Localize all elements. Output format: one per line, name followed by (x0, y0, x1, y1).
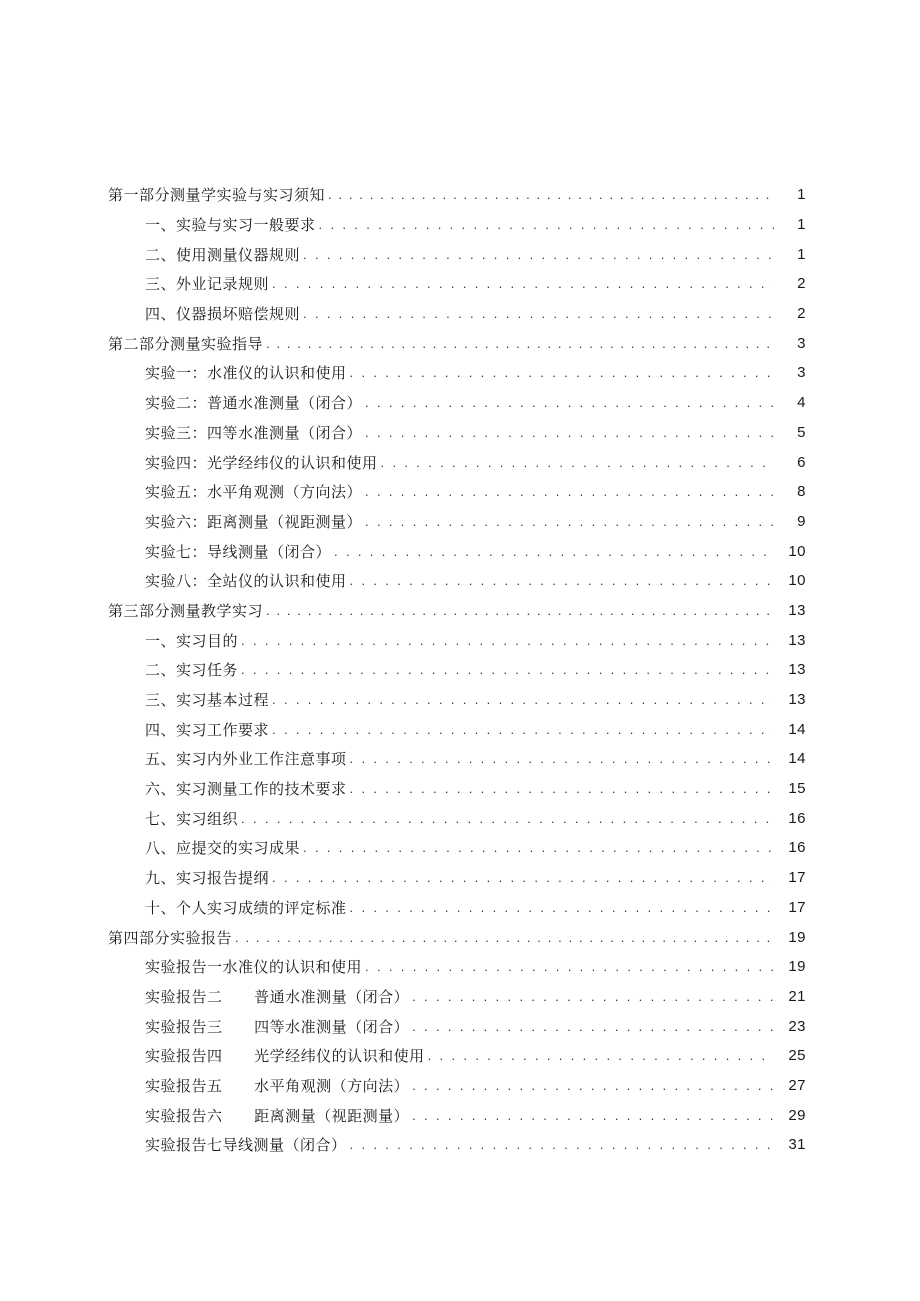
dot-leader (365, 395, 774, 410)
dot-leader (412, 1019, 774, 1034)
toc-entry-title: 九、实习报告提纲 (145, 869, 270, 888)
toc-section-entry[interactable] (0, 1071, 920, 1101)
dot-leader (412, 989, 774, 1004)
dot-leader (272, 870, 774, 885)
table-of-contents (0, 180, 920, 1160)
toc-entry-page-number: 13 (788, 601, 806, 619)
toc-entry-title: 实验报告一水准仪的认识和使用 (145, 958, 363, 977)
toc-entry-page-number: 13 (788, 661, 806, 679)
toc-section-entry[interactable] (0, 774, 920, 804)
toc-entry-title: 实验报告三 四等水准测量（闭合） (145, 1017, 410, 1036)
toc-part-entry[interactable] (0, 922, 920, 952)
dot-leader (328, 187, 774, 202)
toc-entry-page-number: 4 (797, 394, 806, 412)
dot-leader (381, 455, 774, 470)
toc-section-entry[interactable] (0, 1011, 920, 1041)
toc-section-entry[interactable] (0, 863, 920, 893)
toc-entry-title: 实验报告六 距离测量（视距测量） (145, 1106, 410, 1125)
toc-section-entry[interactable] (0, 388, 920, 418)
dot-leader (241, 662, 774, 677)
toc-entry-page-number: 19 (788, 958, 806, 976)
toc-entry-page-number: 10 (788, 542, 806, 560)
toc-entry-page-number: 3 (797, 364, 806, 382)
toc-entry-page-number: 23 (788, 1017, 806, 1035)
toc-part-entry[interactable] (0, 596, 920, 626)
dot-leader (303, 306, 774, 321)
dot-leader (350, 781, 774, 796)
toc-entry-page-number: 14 (788, 750, 806, 768)
dot-leader (412, 1078, 774, 1093)
dot-leader (319, 217, 774, 232)
dot-leader (350, 900, 774, 915)
toc-entry-title: 四、实习工作要求 (145, 720, 270, 739)
toc-section-entry[interactable] (0, 655, 920, 685)
toc-section-entry[interactable] (0, 269, 920, 299)
toc-entry-page-number: 17 (788, 869, 806, 887)
toc-entry-title: 实验报告五 水平角观测（方向法） (145, 1076, 410, 1095)
dot-leader (241, 811, 774, 826)
dot-leader (235, 930, 774, 945)
toc-entry-page-number: 5 (797, 423, 806, 441)
dot-leader (365, 425, 774, 440)
toc-entry-title: 第三部分测量教学实习 (108, 601, 264, 620)
toc-section-entry[interactable] (0, 447, 920, 477)
toc-entry-title: 三、外业记录规则 (145, 275, 270, 294)
toc-section-entry[interactable] (0, 507, 920, 537)
dot-leader (365, 959, 774, 974)
toc-entry-title: 一、实验与实习一般要求 (145, 216, 316, 235)
toc-entry-page-number: 1 (797, 245, 806, 263)
dot-leader (428, 1048, 774, 1063)
toc-entry-page-number: 27 (788, 1076, 806, 1094)
toc-entry-page-number: 1 (797, 186, 806, 204)
dot-leader (365, 514, 774, 529)
toc-entry-page-number: 16 (788, 839, 806, 857)
toc-entry-title: 实验报告七导线测量（闭合） (145, 1136, 347, 1155)
toc-section-entry[interactable] (0, 536, 920, 566)
toc-entry-page-number: 19 (788, 928, 806, 946)
dot-leader (334, 544, 774, 559)
dot-leader (266, 603, 774, 618)
toc-section-entry[interactable] (0, 893, 920, 923)
toc-entry-title: 实验七：导线测量（闭合） (145, 542, 332, 561)
toc-entry-title: 实验八：全站仪的认识和使用 (145, 572, 347, 591)
toc-section-entry[interactable] (0, 952, 920, 982)
toc-entry-page-number: 1 (797, 216, 806, 234)
toc-entry-page-number: 3 (797, 334, 806, 352)
dot-leader (365, 484, 774, 499)
toc-entry-title: 五、实习内外业工作注意事项 (145, 750, 347, 769)
toc-entry-page-number: 17 (788, 898, 806, 916)
toc-entry-page-number: 15 (788, 780, 806, 798)
toc-section-entry[interactable] (0, 239, 920, 269)
toc-section-entry[interactable] (0, 210, 920, 240)
dot-leader (412, 1108, 774, 1123)
toc-entry-page-number: 13 (788, 631, 806, 649)
toc-entry-page-number: 6 (797, 453, 806, 471)
dot-leader (350, 751, 774, 766)
toc-entry-page-number: 10 (788, 572, 806, 590)
toc-entry-title: 实验四：光学经纬仪的认识和使用 (145, 453, 378, 472)
toc-entry-title: 八、应提交的实习成果 (145, 839, 301, 858)
dot-leader (272, 276, 774, 291)
toc-entry-title: 六、实习测量工作的技术要求 (145, 780, 347, 799)
dot-leader (266, 336, 774, 351)
toc-entry-page-number: 2 (797, 275, 806, 293)
toc-part-entry[interactable] (0, 180, 920, 210)
toc-entry-title: 十、个人实习成绩的评定标准 (145, 898, 347, 917)
toc-entry-title: 实验一：水准仪的认识和使用 (145, 364, 347, 383)
toc-entry-page-number: 29 (788, 1106, 806, 1124)
toc-entry-page-number: 21 (788, 987, 806, 1005)
toc-entry-title: 实验三：四等水准测量（闭合） (145, 423, 363, 442)
toc-section-entry[interactable] (0, 358, 920, 388)
dot-leader (303, 247, 774, 262)
toc-entry-page-number: 9 (797, 512, 806, 530)
toc-entry-title: 第二部分测量实验指导 (108, 334, 264, 353)
dot-leader (350, 365, 774, 380)
toc-section-entry[interactable] (0, 1130, 920, 1160)
dot-leader (350, 1137, 774, 1152)
toc-section-entry[interactable] (0, 566, 920, 596)
toc-section-entry[interactable] (0, 477, 920, 507)
toc-entry-page-number: 16 (788, 809, 806, 827)
toc-section-entry[interactable] (0, 1100, 920, 1130)
dot-leader (303, 840, 774, 855)
toc-entry-title: 一、实习目的 (145, 631, 239, 650)
dot-leader (272, 692, 774, 707)
toc-entry-page-number: 31 (788, 1136, 806, 1154)
toc-entry-page-number: 25 (788, 1047, 806, 1065)
toc-section-entry[interactable] (0, 803, 920, 833)
toc-entry-page-number: 14 (788, 720, 806, 738)
toc-section-entry[interactable] (0, 299, 920, 329)
toc-section-entry[interactable] (0, 1041, 920, 1071)
toc-entry-title: 实验报告四 光学经纬仪的认识和使用 (145, 1047, 425, 1066)
toc-section-entry[interactable] (0, 744, 920, 774)
dot-leader (272, 722, 774, 737)
toc-entry-title: 实验五：水平角观测（方向法） (145, 483, 363, 502)
toc-section-entry[interactable] (0, 714, 920, 744)
toc-entry-title: 第一部分测量学实验与实习须知 (108, 186, 326, 205)
toc-entry-title: 实验六：距离测量（视距测量） (145, 512, 363, 531)
toc-entry-title: 七、实习组织 (145, 809, 239, 828)
toc-section-entry[interactable] (0, 418, 920, 448)
toc-section-entry[interactable] (0, 982, 920, 1012)
toc-entry-page-number: 13 (788, 691, 806, 709)
toc-part-entry[interactable] (0, 328, 920, 358)
toc-section-entry[interactable] (0, 685, 920, 715)
toc-entry-title: 实验二：普通水准测量（闭合） (145, 394, 363, 413)
toc-entry-page-number: 8 (797, 483, 806, 501)
toc-section-entry[interactable] (0, 833, 920, 863)
dot-leader (350, 573, 774, 588)
dot-leader (241, 633, 774, 648)
toc-entry-title: 二、使用测量仪器规则 (145, 245, 301, 264)
toc-entry-title: 四、仪器损坏赔偿规则 (145, 305, 301, 324)
toc-entry-page-number: 2 (797, 305, 806, 323)
toc-entry-title: 第四部分实验报告 (108, 928, 233, 947)
toc-entry-title: 实验报告二 普通水准测量（闭合） (145, 987, 410, 1006)
toc-entry-title: 二、实习任务 (145, 661, 239, 680)
toc-section-entry[interactable] (0, 625, 920, 655)
toc-entry-title: 三、实习基本过程 (145, 691, 270, 710)
